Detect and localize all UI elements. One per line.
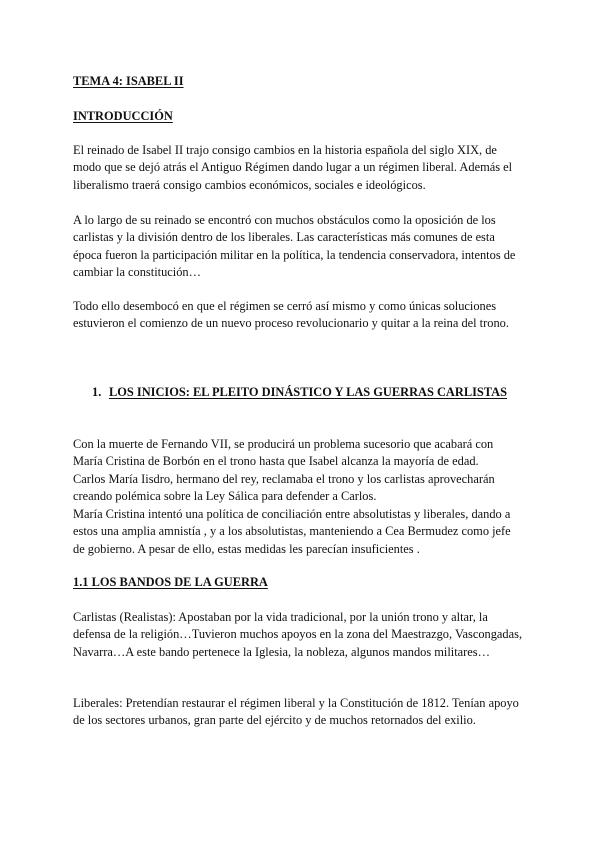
section1-line-3: María Cristina intentó una política de conciliación entre absolutistas y liberales, dando a estos una amplia amnistía , y a los absolutistas, manteniendo a Cea Bermudez como jefe de gobierno. A pesar de ello, estas medidas les parecían insuficientes . — [73, 507, 511, 556]
intro-paragraph-2: A lo largo de su reinado se encontró con muchos obstáculos como la oposición de los carlistas y la división dentro de los liberales. Las características más comunes de esta época fueron la participación militar en la política, la tendencia conservadora, intentos de cambiar la constitución… — [73, 213, 516, 280]
document-title: TEMA 4: ISABEL II — [73, 74, 184, 88]
section1-heading: LOS INICIOS: EL PLEITO DINÁSTICO Y LAS GUERRAS CARLISTAS — [109, 385, 507, 399]
bando-liberales-paragraph: Liberales: Pretendían restaurar el régimen liberal y la Constitución de 1812. Tenían apoyo de los sectores urbanos, gran parte del ejército y de muchos retornados del exilio. — [73, 696, 519, 728]
intro-paragraph-1: El reinado de Isabel II trajo consigo cambios en la historia española del siglo XIX, de modo que se dejó atrás el Antiguo Régimen dando lugar a un régimen liberal. Además el liberalismo traerá consigo cambios económicos, sociales e ideológicos. — [73, 143, 513, 192]
bando-carlistas-paragraph: Carlistas (Realistas): Apostaban por la vida tradicional, por la unión trono y altar, la defensa de la religión…Tuvieron muchos apoyos en la zona del Maestrazgo, Vascongadas, Navarra…A este bando pertenece la Iglesia, la nobleza, algunos mandos militares… — [73, 610, 523, 659]
intro-heading: INTRODUCCIÓN — [73, 109, 173, 123]
section1-number: 1. — [92, 385, 102, 399]
section1-1-heading: 1.1 LOS BANDOS DE LA GUERRA — [73, 575, 268, 589]
section1-line-2: Carlos María Iisdro, hermano del rey, reclamaba el trono y los carlistas aprovecharán creando polémica sobre la Ley Sálica para defender a Carlos. — [73, 472, 495, 504]
intro-paragraph-3: Todo ello desembocó en que el régimen se cerró así mismo y como únicas soluciones estuvieron el comienzo de un nuevo proceso revolucionario y quitar a la reina del trono. — [73, 299, 509, 331]
section1-line-1: Con la muerte de Fernando VII, se producirá un problema sucesorio que acabará con María Cristina de Borbón en el trono hasta que Isabel alcanza la mayoría de edad. — [73, 437, 494, 469]
